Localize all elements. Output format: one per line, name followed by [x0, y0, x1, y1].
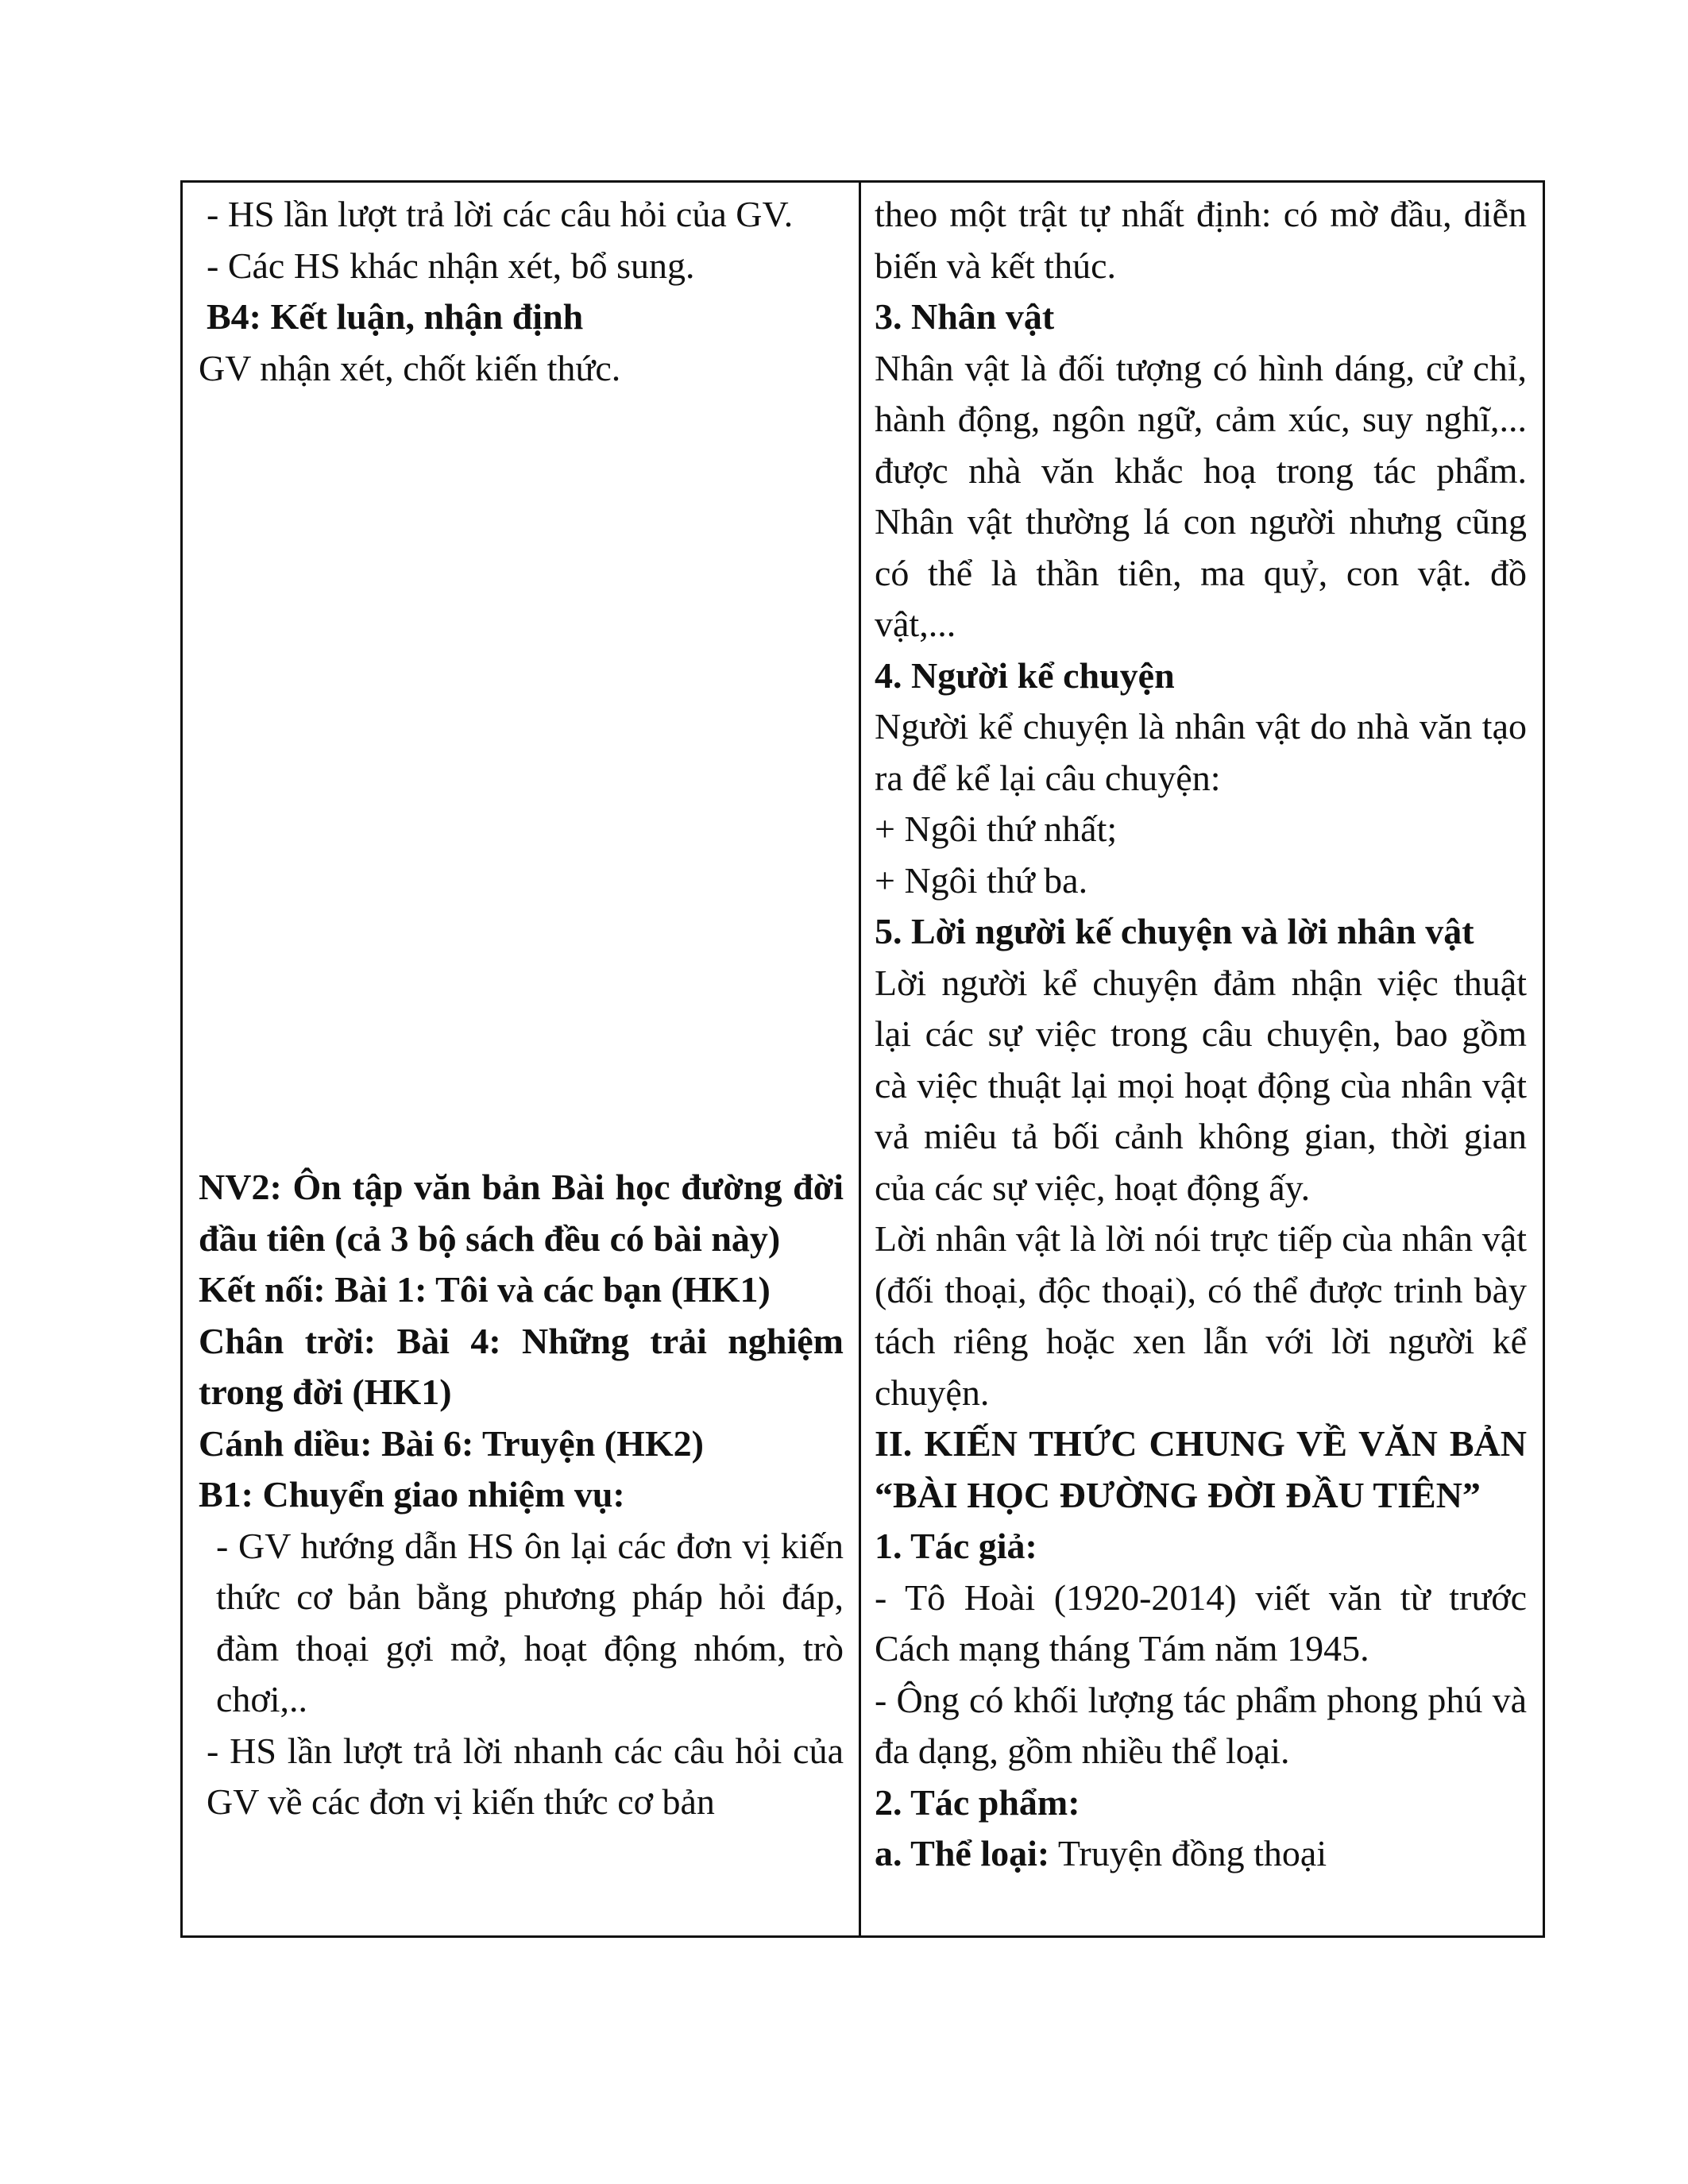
tac-gia-line-1: - Tô Hoài (1920-2014) viết văn từ trước Cách mạng tháng Tám năm 1945. — [875, 1576, 1527, 1669]
intro-text: theo một trật tự nhất định: có mờ đầu, diễn biến và kết thúc. — [875, 194, 1527, 286]
column-divider — [859, 180, 861, 1938]
ket-noi-line: Kết nối: Bài 1: Tôi và các bạn (HK1) — [199, 1269, 771, 1310]
left-line-1: - HS lần lượt trả lời các câu hỏi của GV. — [207, 194, 794, 234]
tac-gia-line-2: - Ông có khối lượng tác phẩm phong phú và đa dạng, gồm nhiều thể loại. — [875, 1679, 1527, 1771]
heading-nhan-vat: 3. Nhân vật — [875, 296, 1055, 337]
the-loai-value: Truyện đồng thoại — [1049, 1833, 1327, 1873]
nguoi-ke-chuyen-text: Người kể chuyện là nhân vật do nhà văn tạo ra để kể lại câu chuyện: — [875, 706, 1527, 798]
left-line-4: GV nhận xét, chốt kiến thức. — [199, 347, 621, 388]
ngoi-thu-ba: + Ngôi thứ ba. — [875, 859, 1088, 901]
left-column — [199, 189, 844, 1828]
canh-dieu-line: Cánh diều: Bài 6: Truyện (HK2) — [199, 1422, 704, 1464]
heading-loi-nguoi-ke: 5. Lời người kế chuyện và lời nhân vật — [875, 911, 1474, 951]
chan-troi-line: Chân trời: Bài 4: Những trải nghiệm trong đời (HK1) — [199, 1320, 844, 1412]
heading-tac-pham: 2. Tác phẩm: — [875, 1781, 1080, 1823]
ngoi-thu-nhat: + Ngôi thứ nhất; — [875, 808, 1118, 849]
heading-kien-thuc-chung: II. KIẾN THỨC CHUNG VỀ VĂN BẢN “BÀI HỌC ĐƯỜNG ĐỜI ĐẦU TIÊN” — [875, 1423, 1527, 1515]
left-line-2: - Các HS khác nhận xét, bổ sung. — [207, 245, 695, 286]
heading-tac-gia: 1. Tác giả: — [875, 1526, 1037, 1566]
gv-task: - GV hướng dẫn HS ôn lại các đơn vị kiến thức cơ bản bằng phương pháp hỏi đáp, đàm thoại gợi mở, hoạt động nhóm, trò chơi,.. — [216, 1525, 844, 1719]
hs-task: - HS lần lượt trả lời nhanh các câu hỏi của GV về các đơn vị kiến thức cơ bản — [207, 1730, 844, 1822]
the-loai-label: a. Thể loại: — [875, 1833, 1050, 1873]
loi-nguoi-ke-text: Lời người kể chuyện đảm nhận việc thuật lại các sự việc trong câu chuyện, bao gồm cà việc thuật lại mọi hoạt động cùa nhân vật vả miêu tả bối cảnh không gian, thời gian của các sự việc, hoạt động ấy. — [875, 962, 1527, 1208]
loi-nhan-vat-text: Lời nhân vật là lời nói trực tiếp cùa nhân vật (đối thoại, độc thoại), có thể được trinh bày tách riêng hoặc xen lẫn với lời người kể chuyện. — [875, 1218, 1527, 1413]
b4-heading: B4: Kết luận, nhận định — [207, 296, 584, 337]
right-column — [875, 189, 1527, 1880]
b1-heading: B1: Chuyển giao nhiệm vụ: — [199, 1474, 625, 1515]
nhan-vat-text: Nhân vật là đối tượng có hình dáng, cử chỉ, hành động, ngôn ngữ, cảm xúc, suy nghĩ,... được nhà văn khắc hoạ trong tác phẩm. Nhân vật thường lá con người nhưng cũng có thể là thần tiên, ma quỷ, con vật. đồ vật,... — [875, 347, 1527, 644]
left-spacer — [199, 394, 844, 1162]
heading-nguoi-ke-chuyen: 4. Người kể chuyện — [875, 654, 1175, 696]
nv2-title: NV2: Ôn tập văn bản Bài học đường đời đầu tiên (cả 3 bộ sách đều có bài này) — [199, 1167, 844, 1259]
the-loai-line — [875, 1828, 1527, 1880]
